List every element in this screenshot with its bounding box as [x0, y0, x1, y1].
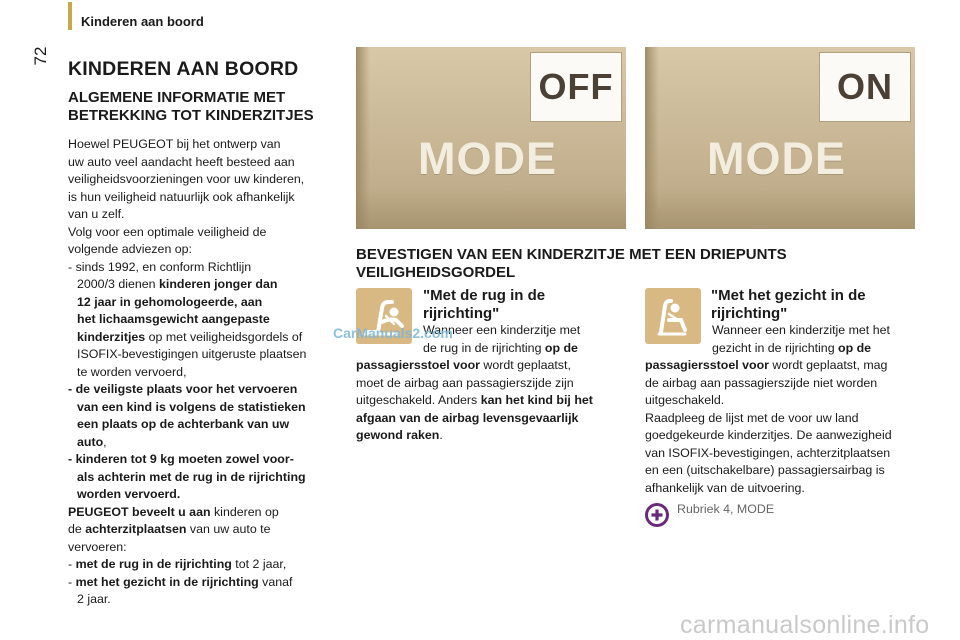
forward-facing-text: Wanneer een kinderzitje met het gezicht in de rijrichting op de passagiersstoel voor wordt geplaatst, mag de airbag aan passagierszijde niet worden uitgeschakeld. Raadpleeg de lijst met de voor uw land goedgekeurde kinderzitjes. De aanwezigheid van ISOFIX-bevestigingen, achterzitplaatsen en een (uitschakelbare) passagiersairbag is afhankelijk van de uitvoering.	[645, 323, 892, 495]
bullet-2: - de veiligste plaats voor het vervoeren	[68, 382, 298, 396]
section-title-three-point-belt: BEVESTIGEN VAN EEN KINDERZITJE MET EEN DRIEPUNTS VEILIGHEIDSGORDEL	[356, 246, 787, 281]
plus-icon	[645, 503, 669, 527]
section-title-general: ALGEMENE INFORMATIE MET BETREKKING TOT KINDERZITJES	[68, 89, 314, 124]
mode-button-label: MODE	[707, 133, 846, 184]
watermark-carmanualsonline: carmanualsonline.info	[680, 611, 930, 639]
header-accent-bar	[68, 2, 72, 30]
general-info-text: Hoewel PEUGEOT bij het ontwerp van uw auto veel aandacht heeft besteed aan veiligheidsvoorzieningen voor uw kinderen, is hun veiligheid natuurlijk ook afhankelijk van u zelf. Volg voor een optimale veiligheid de volgende adviezen op: - sinds 1992, en conform Richtlijn 2000/3 dienen kinderen jonger dan 12 jaar in gehomologeerde, aan het lichaamsgewicht aangepaste kinderzitjes op met veiligheidsgordels of ISOFIX-bevestigingen uitgeruste plaatsen te worden vervoerd, - de veiligste plaats voor het vervoeren van een kind is volgens de statistieken een plaats op de achterbank van uw auto, - kinderen tot 9 kg moeten zowel voor- als achterin met de rug in de rijrichting worden vervoerd. PEUGEOT beveelt u aan kinderen op de achterzitplaatsen van uw auto te vervoeren: - met de rug in de rijrichting tot 2 jaar, - met het gezicht in de rijrichting vanaf 2 jaar.	[68, 136, 340, 609]
forward-facing-title: "Met het gezicht in de rijrichting"	[711, 287, 866, 322]
page-title: KINDEREN AAN BOORD	[68, 58, 299, 80]
airbag-on-photo	[645, 47, 915, 229]
mode-button-label: MODE	[418, 133, 557, 184]
header-title: Kinderen aan boord	[81, 14, 204, 29]
bullet-1: - sinds 1992, en conform Richtlijn	[68, 259, 252, 274]
rear-facing-text: Wanneer een kinderzitje met de rug in de rijrichting op de passagiersstoel voor wordt geplaatst, moet de airbag aan passagierszijde zijn uitgeschakeld. Anders kan het kind bij het afgaan van de airbag levensgevaarlijk gewond raken.	[356, 323, 593, 442]
airbag-off-photo	[356, 47, 626, 229]
airbag-on-indicator: ON	[819, 52, 911, 122]
page-number: 72	[31, 46, 50, 66]
reference-link[interactable]: Rubriek 4, MODE	[677, 502, 775, 516]
watermark-carmanuals2: CarManuals2.com	[333, 325, 453, 341]
airbag-off-indicator: OFF	[530, 52, 622, 122]
bullet-3: - kinderen tot 9 kg moeten zowel voor-	[68, 452, 294, 466]
recommendation-2: - met het gezicht in de rijrichting vanaf	[68, 574, 293, 589]
recommendation-1: - met de rug in de rijrichting tot 2 jaar,	[68, 557, 287, 571]
rear-facing-title: "Met de rug in de rijrichting"	[423, 287, 546, 322]
